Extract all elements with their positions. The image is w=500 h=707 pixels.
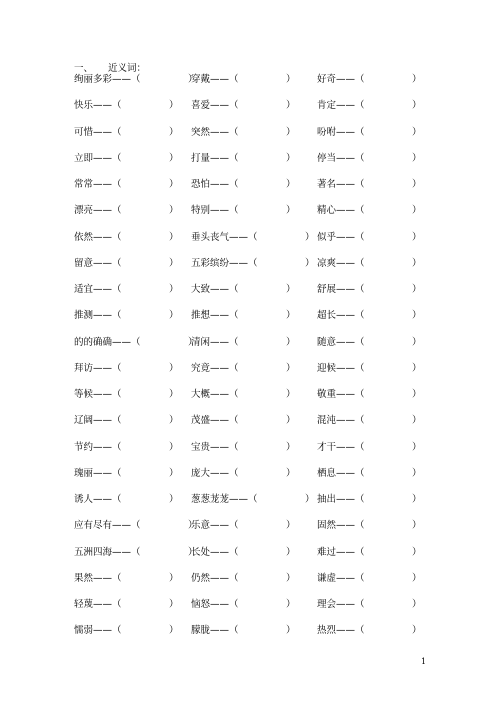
synonym-item: 难过——（ ） [317, 546, 422, 558]
synonym-item: 垂头丧气——（ ） [191, 231, 315, 243]
synonym-item: 五洲四海——（ ） [74, 546, 198, 558]
synonym-item: 大概——（ ） [191, 389, 296, 400]
synonym-row [0, 494, 500, 520]
synonym-item: 固然——（ ） [317, 520, 422, 532]
synonym-row [0, 599, 500, 625]
synonym-item: 节约——（ ） [74, 441, 179, 453]
synonym-row [0, 547, 500, 573]
synonym-item: 精心——（ ） [317, 205, 422, 217]
synonym-row [0, 389, 500, 415]
synonym-item: 随意——（ ） [317, 336, 422, 348]
synonym-item: 究竟——（ ） [191, 362, 296, 374]
synonym-row [0, 100, 500, 126]
synonym-grid [0, 74, 500, 652]
synonym-item: 轻蔑——（ ） [74, 599, 179, 610]
synonym-item: 舒展——（ ） [317, 284, 422, 295]
synonym-item: 理会——（ ） [317, 599, 422, 610]
synonym-item: 突然——（ ） [191, 126, 296, 138]
synonym-item: 宝贵——（ ） [191, 441, 296, 453]
synonym-item: 抽出——（ ） [317, 494, 422, 505]
synonym-item: 热烈——（ ） [317, 625, 422, 637]
synonym-item: 留意——（ ） [74, 257, 179, 269]
synonym-item: 著名——（ ） [317, 179, 422, 190]
synonym-item: 推想——（ ） [191, 310, 296, 322]
synonym-item: 肯定——（ ） [317, 100, 422, 112]
synonym-item: 绚丽多彩——（ ） [74, 74, 198, 85]
synonym-item: 仍然——（ ） [191, 572, 296, 584]
synonym-row [0, 415, 500, 441]
section-number: 一、 [74, 63, 94, 74]
section-title: 近义词： [108, 63, 147, 74]
synonym-row [0, 442, 500, 468]
synonym-item: 长处——（ ） [191, 546, 296, 558]
synonym-item: 停当——（ ） [317, 152, 422, 164]
synonym-item: 恼怒——（ ） [191, 599, 296, 610]
synonym-item: 特别——（ ） [191, 205, 296, 217]
synonym-row [0, 179, 500, 205]
synonym-item: 打量——（ ） [191, 152, 296, 164]
synonym-item: 葱葱茏茏——（ ） [191, 494, 315, 505]
synonym-row [0, 232, 500, 258]
synonym-row [0, 337, 500, 363]
synonym-item: 凉爽——（ ） [317, 257, 422, 269]
synonym-item: 庞大——（ ） [191, 467, 296, 479]
synonym-item: 拜访——（ ） [74, 362, 179, 374]
synonym-item: 辽阔——（ ） [74, 415, 179, 427]
synonym-item: 懦弱——（ ） [74, 625, 179, 637]
synonym-item: 穿戴——（ ） [191, 74, 296, 85]
synonym-row [0, 573, 500, 599]
synonym-row [0, 310, 500, 336]
synonym-item: 诱人——（ ） [74, 494, 179, 505]
synonym-item: 吩咐——（ ） [317, 126, 422, 138]
synonym-item: 推测——（ ） [74, 310, 179, 322]
synonym-row [0, 205, 500, 231]
synonym-row [0, 258, 500, 284]
synonym-row [0, 153, 500, 179]
synonym-item: 茂盛——（ ） [191, 415, 296, 427]
page-number: 1 [421, 657, 427, 666]
synonym-row [0, 74, 500, 100]
synonym-item: 混沌——（ ） [317, 415, 422, 427]
section-heading [74, 60, 146, 74]
synonym-item: 清闲——（ ） [191, 336, 296, 348]
synonym-item: 的的确确——（ ） [74, 336, 198, 348]
synonym-item: 应有尽有——（ ） [74, 520, 198, 532]
synonym-item: 等候——（ ） [74, 389, 179, 400]
synonym-item: 漂亮——（ ） [74, 205, 179, 217]
synonym-item: 乐意——（ ） [191, 520, 296, 532]
synonym-item: 瑰丽——（ ） [74, 467, 179, 479]
synonym-row [0, 625, 500, 651]
synonym-item: 依然——（ ） [74, 231, 179, 243]
synonym-item: 立即——（ ） [74, 152, 179, 164]
synonym-item: 喜爱——（ ） [191, 100, 296, 112]
synonym-item: 朦胧——（ ） [191, 625, 296, 637]
synonym-item: 常常——（ ） [74, 179, 179, 190]
synonym-item: 五彩缤纷——（ ） [191, 257, 315, 269]
synonym-row [0, 363, 500, 389]
synonym-item: 谦虚——（ ） [317, 572, 422, 584]
synonym-item: 迎候——（ ） [317, 362, 422, 374]
synonym-item: 才干——（ ） [317, 441, 422, 453]
synonym-item: 敬重——（ ） [317, 389, 422, 400]
synonym-row [0, 520, 500, 546]
synonym-item: 大致——（ ） [191, 284, 296, 295]
synonym-item: 似乎——（ ） [317, 231, 422, 243]
synonym-item: 可惜——（ ） [74, 126, 179, 138]
synonym-item: 超长——（ ） [317, 310, 422, 322]
synonym-item: 快乐——（ ） [74, 100, 179, 112]
synonym-item: 恐怕——（ ） [191, 179, 296, 190]
synonym-item: 栖息——（ ） [317, 467, 422, 479]
synonym-row [0, 468, 500, 494]
synonym-item: 适宜——（ ） [74, 284, 179, 295]
synonym-item: 好奇——（ ） [317, 74, 422, 85]
synonym-item: 果然——（ ） [74, 572, 179, 584]
synonym-row [0, 284, 500, 310]
synonym-row [0, 127, 500, 153]
